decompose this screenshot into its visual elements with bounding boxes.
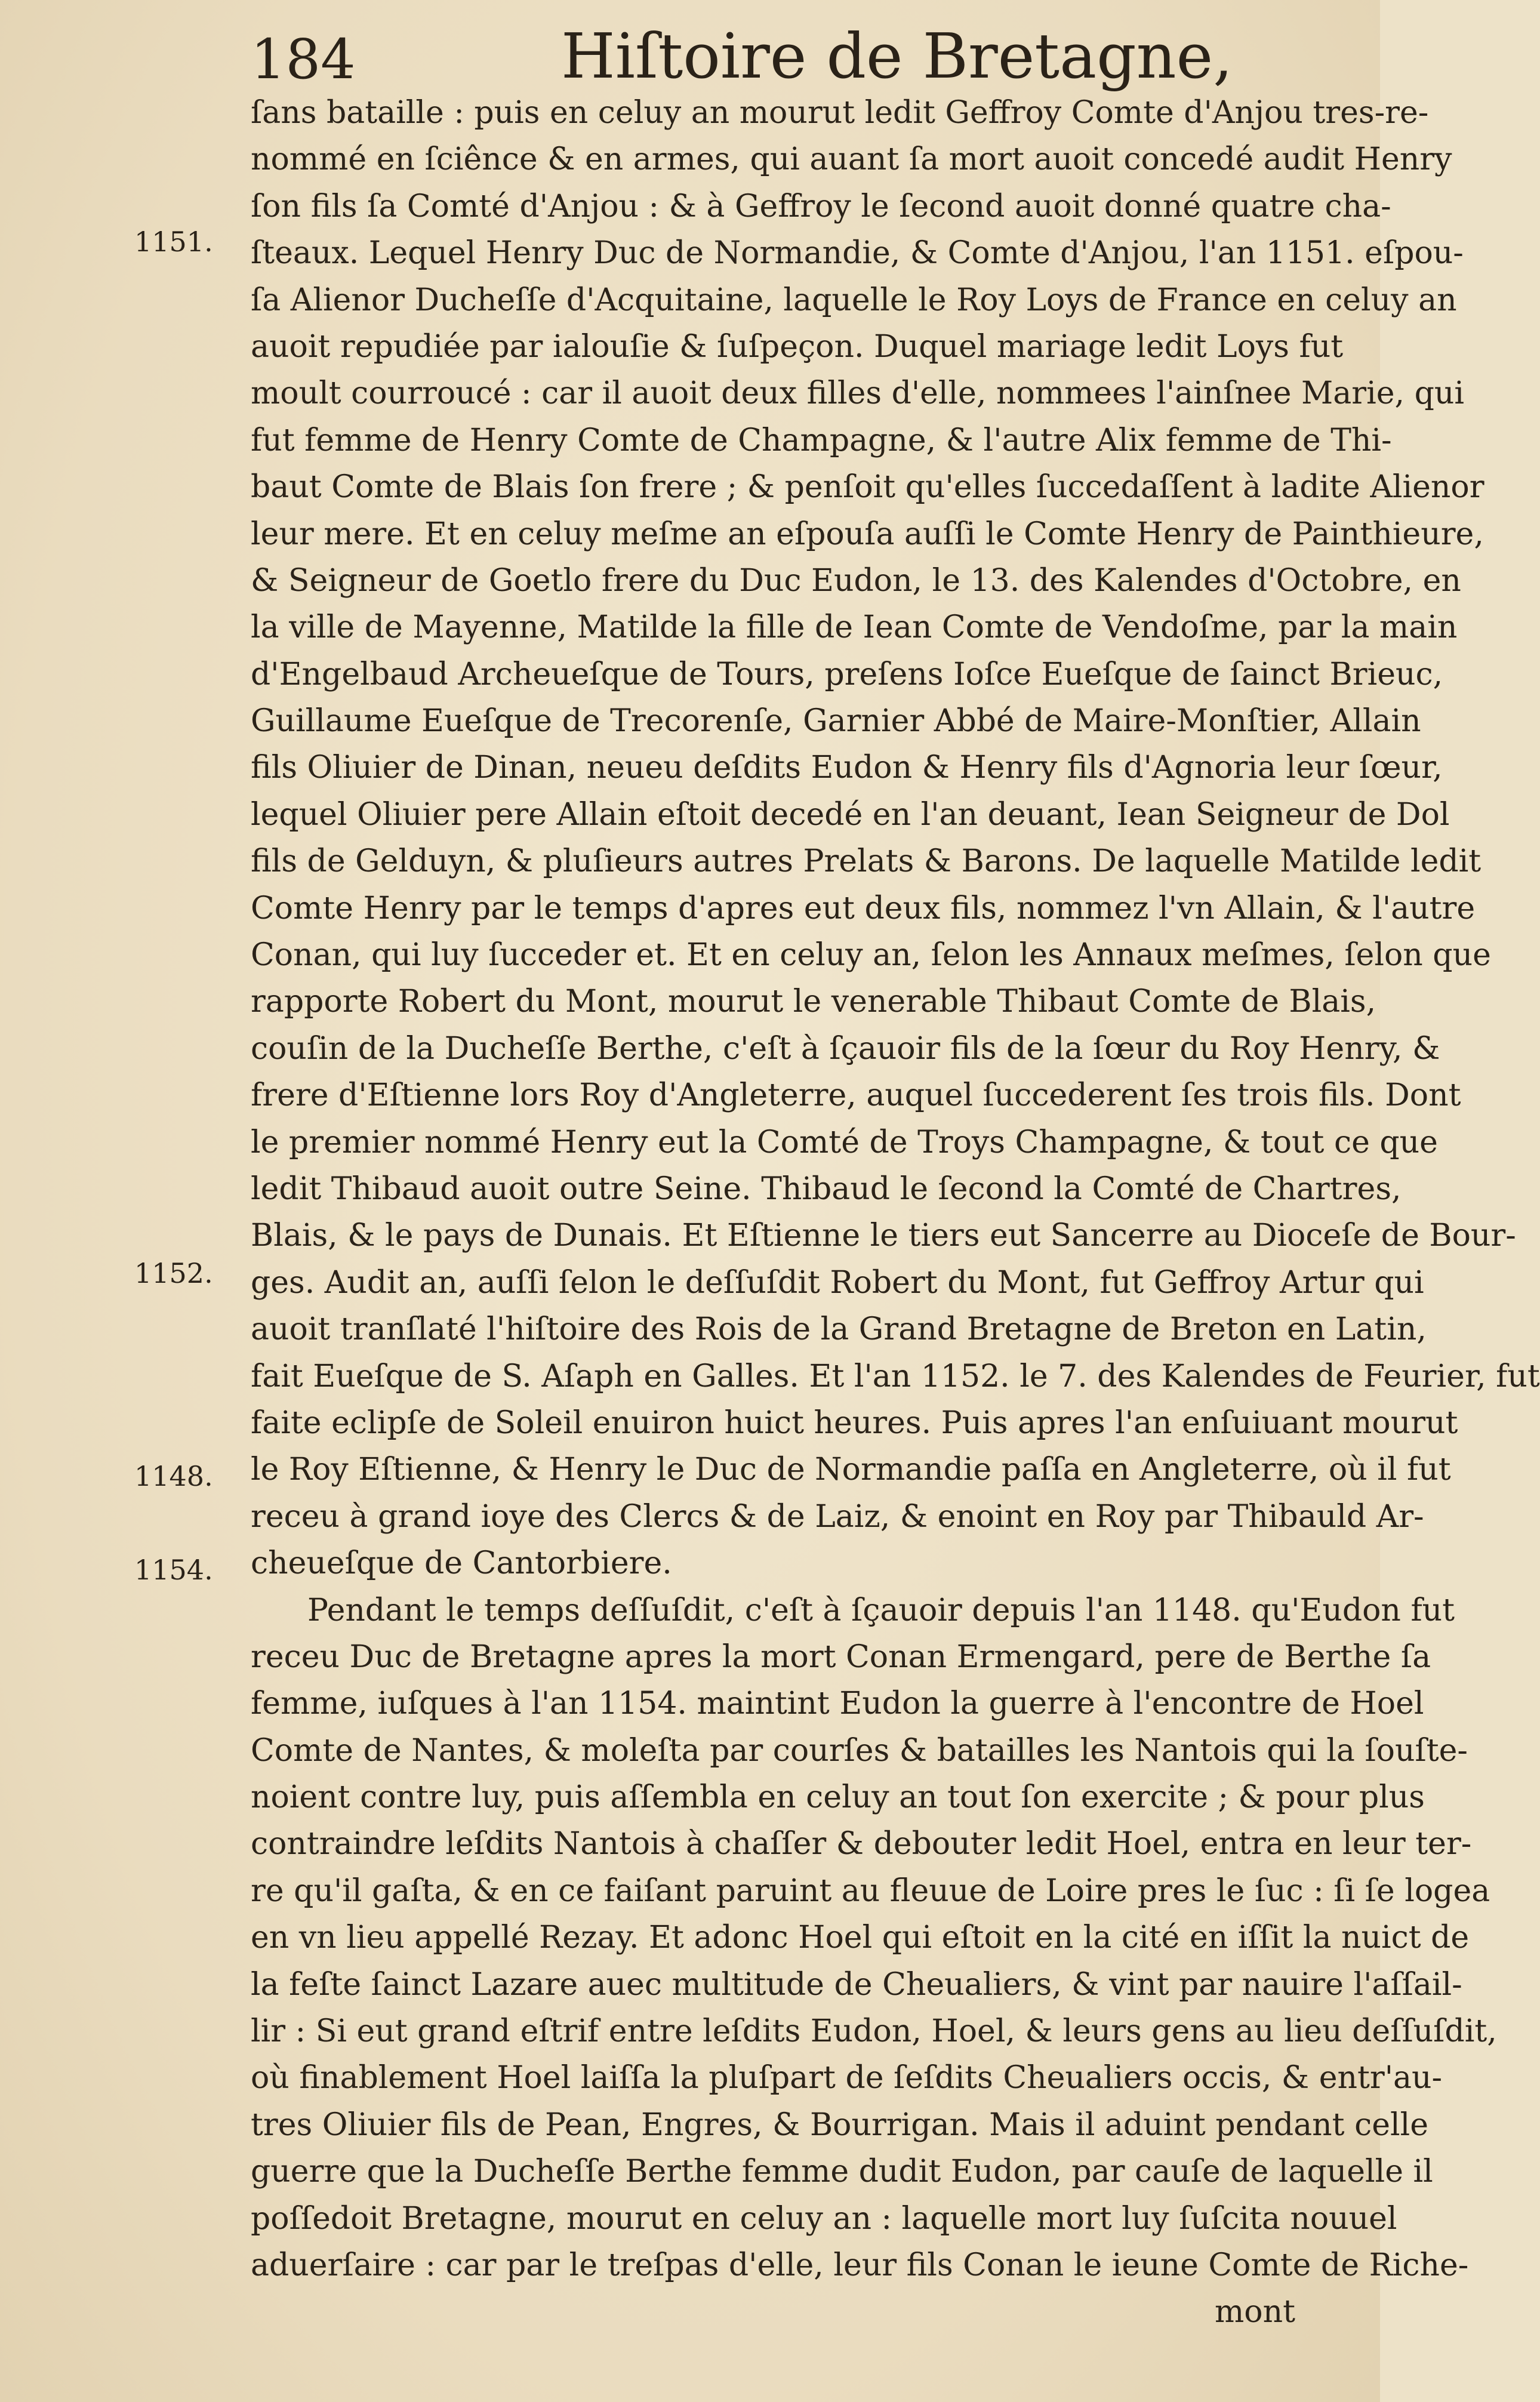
margin-year-1154: 1154. — [134, 1554, 213, 1586]
text-line: le premier nommé Henry eut la Comté de Troys Champagne, & tout ce que — [251, 1124, 1438, 1160]
text-line: aduerſaire : car par le treſpas d'elle, leur fils Conan le ieune Comte de Riche- — [251, 2247, 1469, 2283]
text-line: fils Oliuier de Dinan, neueu deſdits Eudon & Henry fils d'Agnoria leur ſœur, — [251, 750, 1443, 786]
text-line: & Seigneur de Goetlo frere du Duc Eudon, le 13. des Kalendes d'Octobre, en — [251, 562, 1461, 599]
text-line: d'Engelbaud Archeueſque de Tours, preſens Ioſce Eueſque de ſainct Brieuc, — [251, 656, 1443, 692]
text-line: ſa Alienor Ducheſſe d'Acquitaine, laquelle le Roy Loys de France en celuy an — [251, 282, 1457, 318]
text-line: receu à grand ioye des Clercs & de Laiz, & enoint en Roy par Thibauld Ar- — [251, 1498, 1424, 1535]
text-line: Comte Henry par le temps d'apres eut deux fils, nommez l'vn Allain, & l'autre — [251, 890, 1476, 926]
text-line: poſſedoit Bretagne, mourut en celuy an : laquelle mort luy ſuſcita nouuel — [251, 2200, 1397, 2237]
text-line: en vn lieu appellé Rezay. Et adonc Hoel qui eſtoit en la cité en iſſit la nuict de — [251, 1920, 1470, 1956]
running-title: Hiſtoire de Bretagne, — [561, 20, 1233, 93]
margin-year-1151: 1151. — [134, 226, 213, 258]
text-line: la ville de Mayenne, Matilde la fille de Iean Comte de Vendoſme, par la main — [251, 609, 1458, 646]
text-line: auoit tranſlaté l'hiſtoire des Rois de la Grand Bretagne de Breton en Latin, — [251, 1311, 1427, 1348]
text-line: cheueſque de Cantorbiere. — [251, 1545, 672, 1582]
text-line: baut Comte de Blais ſon frere ; & penſoit qu'elles ſuccedaſſent à ladite Alienor — [251, 469, 1484, 506]
text-line: re qu'il gaſta, & en ce faiſant paruint au fleuue de Loire pres le ſuc : ſi ſe logea — [251, 1873, 1490, 1909]
text-line: receu Duc de Bretagne apres la mort Conan Ermengard, pere de Berthe ſa — [251, 1639, 1431, 1675]
text-line: femme, iuſques à l'an 1154. maintint Eudon la guerre à l'encontre de Hoel — [251, 1686, 1424, 1722]
text-line: où finablement Hoel laiſſa la pluſpart de ſeſdits Cheualiers occis, & entr'au- — [251, 2060, 1443, 2096]
text-line: ſans bataille : puis en celuy an mourut ledit Geffroy Comte d'Anjou tres-re- — [251, 95, 1429, 131]
text-line: la feſte ſainct Lazare auec multitude de Cheualiers, & vint par nauire l'aſſail- — [251, 1966, 1462, 2003]
text-line: ſteaux. Lequel Henry Duc de Normandie, & Comte d'Anjou, l'an 1151. eſpou- — [251, 235, 1464, 272]
page-header — [251, 18, 1337, 96]
text-line: Conan, qui luy ſucceder et. Et en celuy an, ſelon les Annaux meſmes, ſelon que — [251, 937, 1491, 974]
text-line: lir : Si eut grand eſtrif entre leſdits Eudon, Hoel, & leurs gens au lieu deſſuſdit, — [251, 2013, 1497, 2050]
text-line: nommé en ſciênce & en armes, qui auant ſa mort auoit concedé audit Henry — [251, 141, 1452, 178]
text-line: guerre que la Ducheſſe Berthe femme dudit Eudon, par cauſe de laquelle il — [251, 2154, 1433, 2190]
text-line: Comte de Nantes, & moleſta par courſes & batailles les Nantois qui la ſouſte- — [251, 1732, 1468, 1769]
text-line: fils de Gelduyn, & pluſieurs autres Prelats & Barons. De laquelle Matilde ledit — [251, 843, 1482, 880]
text-line: faite eclipſe de Soleil enuiron huict heures. Puis apres l'an enſuiuant mourut — [251, 1405, 1458, 1441]
text-line: moult courroucé : car il auoit deux filles d'elle, nommees l'ainſnee Marie, qui — [251, 375, 1465, 412]
text-line: auoit repudiée par ialouſie & ſuſpeçon. Duquel mariage ledit Loys fut — [251, 328, 1344, 365]
page-number: 184 — [251, 27, 356, 91]
text-line: noient contre luy, puis aſſembla en celuy an tout ſon exercite ; & pour plus — [251, 1779, 1425, 1816]
text-line: fait Eueſque de S. Aſaph en Galles. Et l'an 1152. le 7. des Kalendes de Feurier, fut — [251, 1358, 1540, 1394]
body-text — [251, 90, 1540, 2336]
text-line: Guillaume Eueſque de Trecorenſe, Garnier Abbé de Maire-Monſtier, Allain — [251, 703, 1421, 740]
text-line: Blais, & le pays de Dunais. Et Eſtienne le tiers eut Sancerre au Dioceſe de Bour- — [251, 1218, 1516, 1254]
margin-year-1148: 1148. — [134, 1460, 213, 1492]
text-line: frere d'Eſtienne lors Roy d'Angleterre, auquel ſuccederent ſes trois fils. Dont — [251, 1077, 1461, 1114]
catchword: mont — [1214, 2294, 1295, 2330]
text-line: lequel Oliuier pere Allain eſtoit decedé en l'an deuant, Iean Seigneur de Dol — [251, 796, 1450, 833]
paragraph-start-line: Pendant le temps deſſuſdit, c'eſt à ſçauoir depuis l'an 1148. qu'Eudon fut — [307, 1592, 1455, 1628]
margin-year-1152: 1152. — [134, 1257, 213, 1289]
text-line: ſon fils ſa Comté d'Anjou : & à Geffroy le ſecond auoit donné quatre cha- — [251, 188, 1391, 224]
text-line: leur mere. Et en celuy meſme an eſpouſa auſſi le Comte Henry de Painthieure, — [251, 516, 1484, 552]
text-line: couſin de la Ducheſſe Berthe, c'eſt à ſçauoir fils de la ſœur du Roy Henry, & — [251, 1030, 1440, 1067]
text-line: tres Oliuier fils de Pean, Engres, & Bourrigan. Mais il aduint pendant celle — [251, 2107, 1429, 2143]
text-line: le Roy Eſtienne, & Henry le Duc de Normandie paſſa en Angleterre, où il fut — [251, 1452, 1451, 1488]
text-line: contraindre leſdits Nantois à chaſſer & debouter ledit Hoel, entra en leur ter- — [251, 1826, 1472, 1862]
text-line: ledit Thibaud auoit outre Seine. Thibaud le ſecond la Comté de Chartres, — [251, 1171, 1402, 1207]
text-line: fut femme de Henry Comte de Champagne, & l'autre Alix femme de Thi- — [251, 422, 1392, 458]
text-line: rapporte Robert du Mont, mourut le venerable Thibaut Comte de Blais, — [251, 984, 1376, 1020]
text-line: ges. Audit an, auſſi ſelon le deſſuſdit Robert du Mont, fut Geffroy Artur qui — [251, 1264, 1424, 1301]
